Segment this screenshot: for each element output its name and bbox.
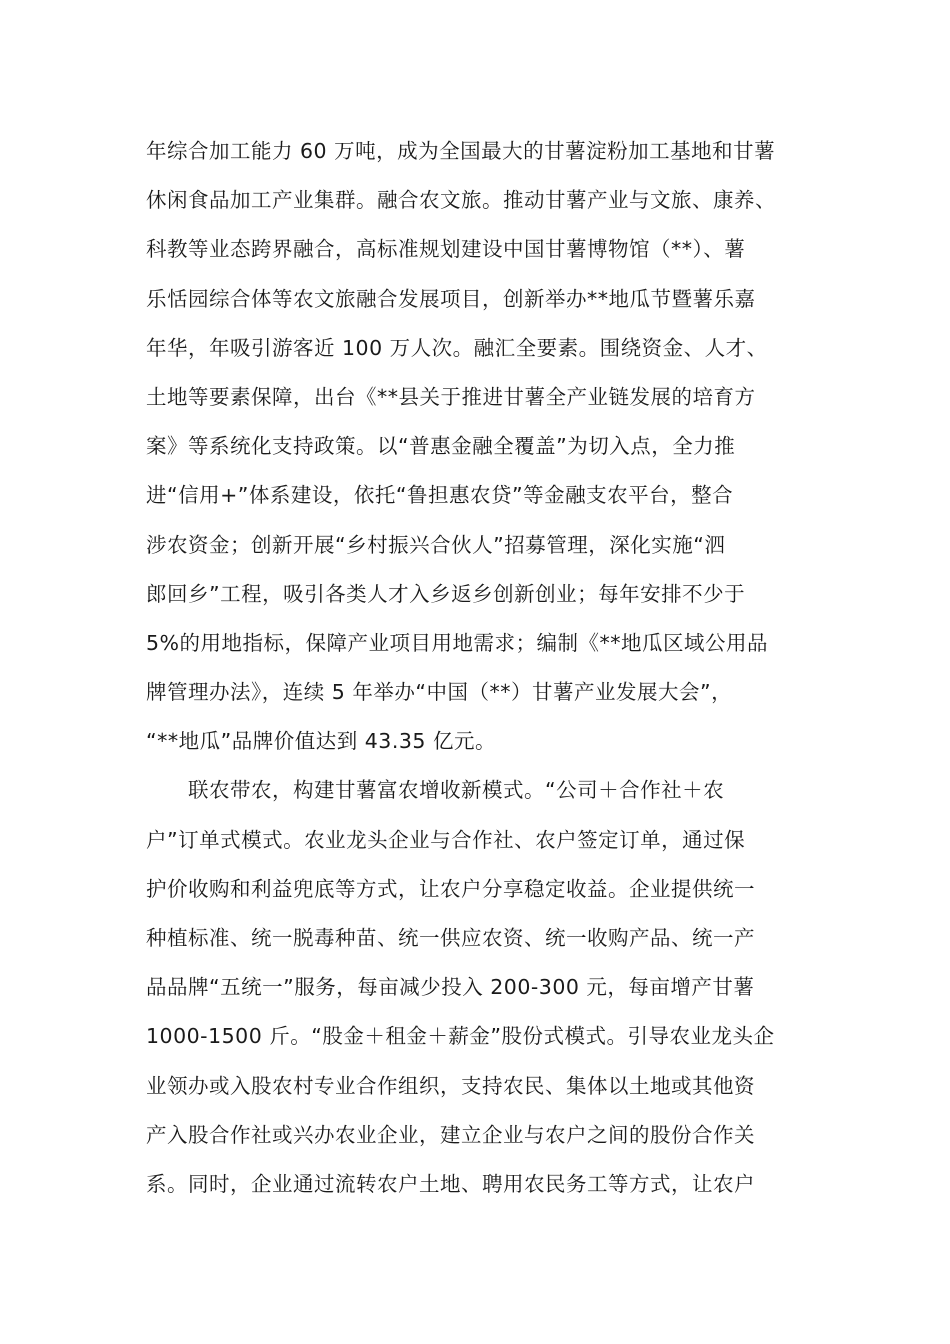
text-line: 休闲食品加工产业集群。融合农文旅。推动甘薯产业与文旅、康养、 <box>146 188 776 213</box>
text-line: 郎回乡”工程，吸引各类人才入乡返乡创新创业；每年安排不少于 <box>146 581 746 606</box>
paragraph-1 <box>146 127 826 766</box>
document-body <box>146 127 826 1209</box>
text-line: 土地等要素保障，出台《**县关于推进甘薯全产业链发展的培育方 <box>146 384 756 409</box>
text-line: 牌管理办法》，连续 5 年举办“中国（**）甘薯产业发展大会”， <box>146 680 733 705</box>
text-line: 案》等系统化支持政策。以“普惠金融全覆盖”为切入点，全力推 <box>146 434 736 459</box>
text-line: 联农带农，构建甘薯富农增收新模式。“公司＋合作社＋农 <box>188 778 725 803</box>
text-line: 进“信用+”体系建设，依托“鲁担惠农贷”等金融支农平台，整合 <box>146 483 734 508</box>
text-line: “**地瓜”品牌价值达到 43.35 亿元。 <box>146 729 496 754</box>
text-line: 户”订单式模式。农业龙头企业与合作社、农户签定订单，通过保 <box>146 827 746 852</box>
text-line: 1000-1500 斤。“股金＋租金＋薪金”股份式模式。引导农业龙头企 <box>146 1024 775 1049</box>
text-line: 护价收购和利益兜底等方式，让农户分享稳定收益。企业提供统一 <box>146 876 755 901</box>
text-line: 品品牌“五统一”服务，每亩减少投入 200-300 元，每亩增产甘薯 <box>146 975 755 1000</box>
text-line: 种植标准、统一脱毒种苗、统一供应农资、统一收购产品、统一产 <box>146 926 755 950</box>
text-line: 涉农资金；创新开展“乡村振兴合伙人”招募管理，深化实施“泗 <box>146 532 726 557</box>
text-line: 业领办或入股农村专业合作组织，支持农民、集体以土地或其他资 <box>146 1073 755 1098</box>
text-line: 年综合加工能力 60 万吨，成为全国最大的甘薯淀粉加工基地和甘薯 <box>146 139 776 163</box>
text-line: 科教等业态跨界融合，高标准规划建设中国甘薯博物馆（**）、薯 <box>146 237 746 262</box>
text-line: 乐恬园综合体等农文旅融合发展项目，创新举办**地瓜节暨薯乐嘉 <box>146 286 756 311</box>
text-line: 产入股合作社或兴办农业企业，建立企业与农户之间的股份合作关 <box>146 1122 755 1147</box>
text-line: 5%的用地指标，保障产业项目用地需求；编制《**地瓜区域公用品 <box>146 630 769 655</box>
paragraph-2 <box>146 766 826 1209</box>
text-line: 系。同时，企业通过流转农户土地、聘用农民务工等方式，让农户 <box>146 1171 755 1196</box>
text-line: 年华，年吸引游客近 100 万人次。融汇全要素。围绕资金、人才、 <box>146 335 768 360</box>
